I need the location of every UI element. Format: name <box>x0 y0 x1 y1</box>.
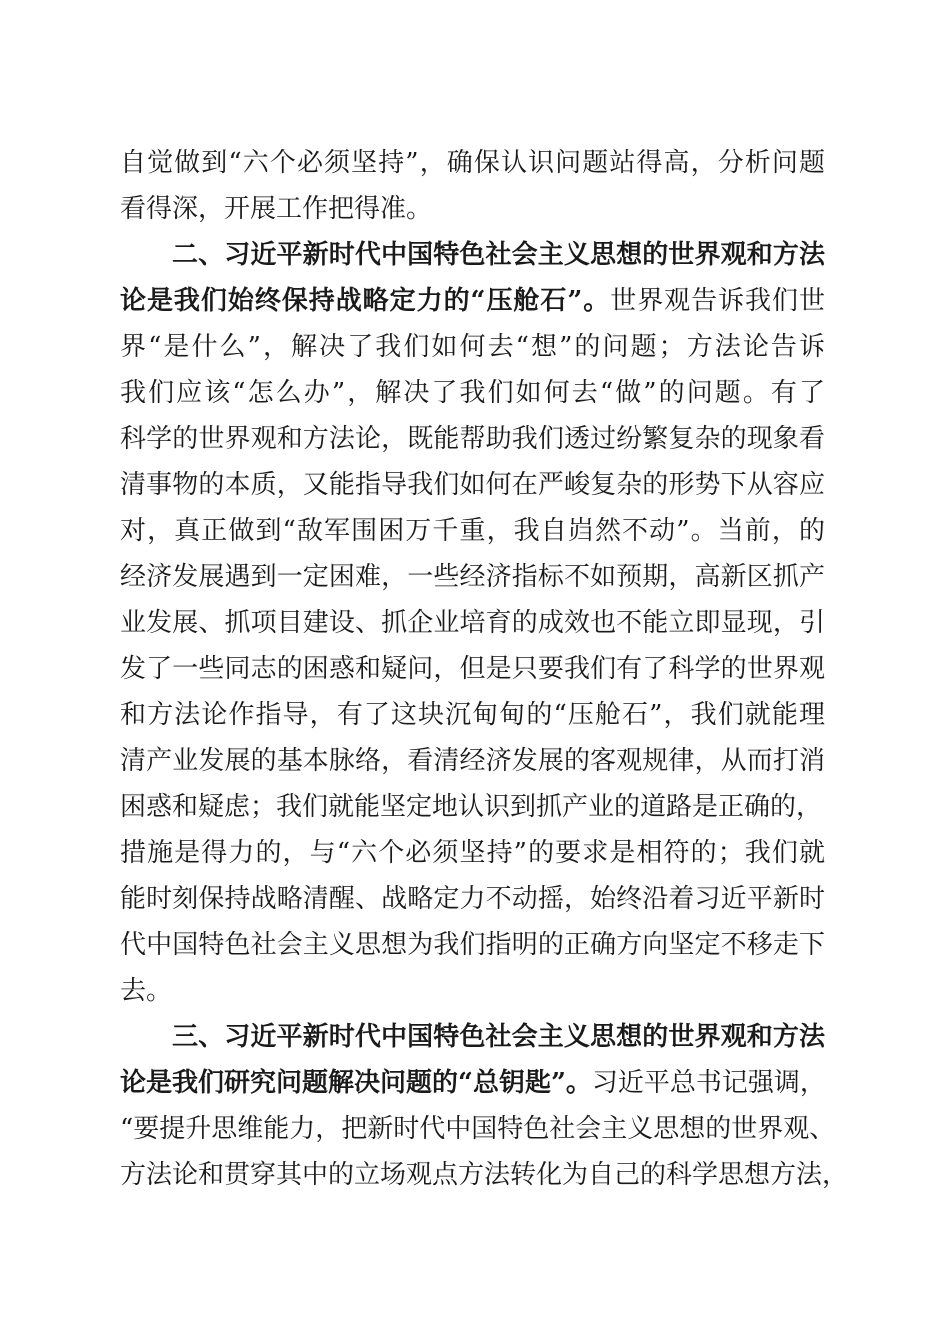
paragraph-2-line: 界“是什么”，解决了我们如何去“想”的问题；方法论告诉 <box>120 332 825 362</box>
paragraph-3-line: “要提升思维能力，把新时代中国特色社会主义思想的世界观、 <box>120 1114 836 1144</box>
paragraph-2-line: 去。 <box>120 976 173 1006</box>
paragraph-2-line: 清事物的本质，又能指导我们如何在严峻复杂的形势下从容应 <box>120 470 825 500</box>
paragraph-2-line: 和方法论作指导，有了这块沉甸甸的“压舱石”，我们就能理 <box>120 700 825 730</box>
paragraph-2-line: 我们应该“怎么办”，解决了我们如何去“做”的问题。有了 <box>120 378 825 408</box>
paragraph-2-line: 业发展、抓项目建设、抓企业培育的成效也不能立即显现，引 <box>120 608 825 638</box>
paragraph-3-line-2 <box>120 1060 825 1106</box>
paragraph-3-line: 方法论和贯穿其中的立场观点方法转化为自己的科学思想方法， <box>120 1160 849 1190</box>
paragraph-2-line: 清产业发展的基本脉络，看清经济发展的客观规律，从而打消 <box>120 746 825 776</box>
paragraph-2-line: 措施是得力的，与“六个必须坚持”的要求是相符的；我们就 <box>120 838 825 868</box>
paragraph-2-line-2-rest: 世界观告诉我们世 <box>610 286 825 316</box>
paragraph-3-heading-tail: 论是我们研究问题解决问题的“总钥匙”。 <box>120 1068 592 1098</box>
paragraph-1-line-2: 看得深，开展工作把得准。 <box>120 194 433 224</box>
paragraph-2-line: 对，真正做到“敌军围困万千重，我自岿然不动”。当前，的 <box>120 516 825 546</box>
paragraph-2-line: 经济发展遇到一定困难，一些经济指标不如预期，高新区抓产 <box>120 562 825 592</box>
paragraph-2-heading-line-1: 二、习近平新时代中国特色社会主义思想的世界观和方法 <box>172 240 825 270</box>
document-body <box>120 140 849 1198</box>
paragraph-2-line-2 <box>120 278 825 324</box>
paragraph-2-line: 科学的世界观和方法论，既能帮助我们透过纷繁复杂的现象看 <box>120 424 825 454</box>
paragraph-2-line: 发了一些同志的困惑和疑问，但是只要我们有了科学的世界观 <box>120 654 825 684</box>
paragraph-2-line: 代中国特色社会主义思想为我们指明的正确方向坚定不移走下 <box>120 930 825 960</box>
paragraph-3-heading-line-1: 三、习近平新时代中国特色社会主义思想的世界观和方法 <box>172 1022 825 1052</box>
paragraph-2-heading-tail: 论是我们始终保持战略定力的“压舱石”。 <box>120 286 611 316</box>
paragraph-3-line-2-rest: 习近平总书记强调， <box>591 1068 826 1098</box>
paragraph-2-line: 能时刻保持战略清醒、战略定力不动摇，始终沿着习近平新时 <box>120 884 825 914</box>
paragraph-2-line: 困惑和疑虑；我们就能坚定地认识到抓产业的道路是正确的， <box>120 792 823 822</box>
paragraph-1-line-1: 自觉做到“六个必须坚持”，确保认识问题站得高，分析问题 <box>120 148 825 178</box>
